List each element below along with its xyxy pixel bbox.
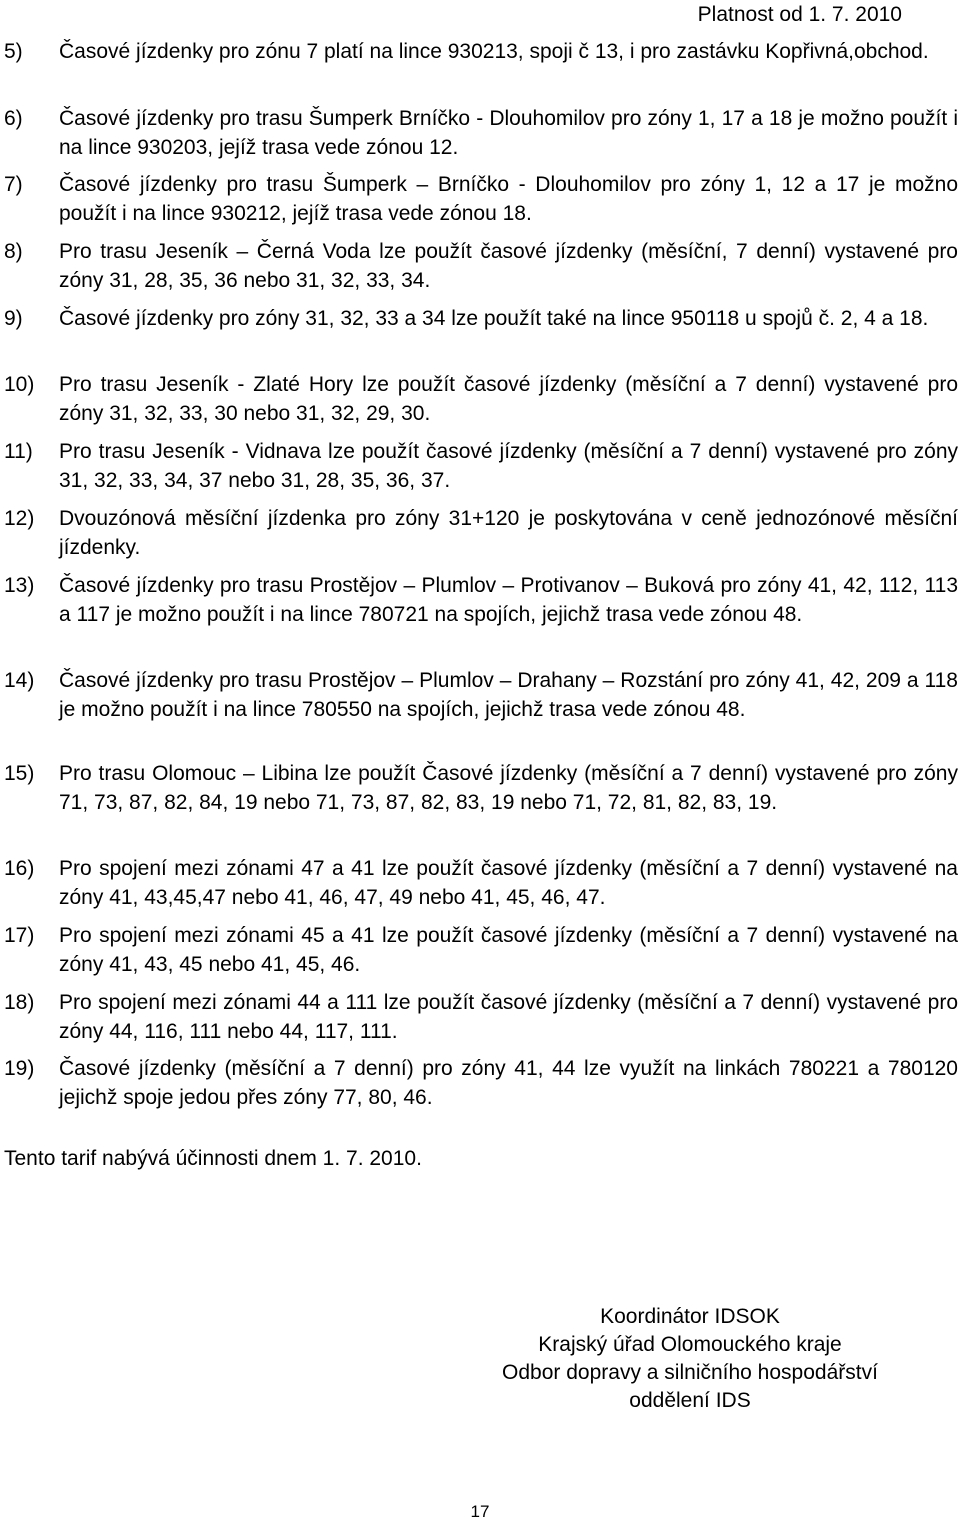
note-number: 11)	[4, 440, 33, 463]
signature-department: Odbor dopravy a silničního hospodářství	[502, 1361, 878, 1384]
note-text: Časové jízdenky (měsíční a 7 denní) pro zóny 41, 44 lze využít na linkách 780221 a 780120 jejichž spoje jedou přes zóny 77, 80, 46.	[59, 1057, 958, 1109]
note-text: Pro trasu Jeseník – Černá Voda lze použít časové jízdenky (měsíční, 7 denní) vystavené pro zóny 31, 28, 35, 36 nebo 31, 32, 33, 34.	[59, 240, 958, 292]
note-number: 7)	[4, 173, 23, 196]
note-number: 15)	[4, 762, 35, 785]
note-number: 12)	[4, 507, 35, 530]
note-item	[4, 855, 958, 912]
note-item	[4, 572, 958, 629]
note-item	[4, 305, 958, 334]
note-item	[4, 760, 958, 817]
signature-division: oddělení IDS	[629, 1389, 751, 1412]
note-item	[4, 505, 958, 562]
note-text: Časové jízdenky pro zóny 31, 32, 33 a 34 lze použít také na lince 950118 u spojů č. 2, 4 a 18.	[59, 307, 929, 330]
note-text: Časové jízdenky pro trasu Šumperk Brníčko - Dlouhomilov pro zóny 1, 17 a 18 je možno použít i na lince 930203, jejíž trasa vede zónou 12.	[59, 107, 958, 159]
note-number: 9)	[4, 307, 23, 330]
note-text: Pro trasu Jeseník - Zlaté Hory lze použít časové jízdenky (měsíční a 7 denní) vystavené pro zóny 31, 32, 33, 30 nebo 31, 32, 29, 30.	[59, 373, 958, 425]
note-text: Pro trasu Jeseník - Vidnava lze použít časové jízdenky (měsíční a 7 denní) vystavené pro zóny 31, 32, 33, 34, 37 nebo 31, 28, 35, 36, 37.	[59, 440, 958, 492]
note-number: 18)	[4, 991, 35, 1014]
note-item	[4, 667, 958, 724]
note-text: Časové jízdenky pro zónu 7 platí na lince 930213, spoji č 13, i pro zastávku Kopřivná,obchod.	[59, 40, 929, 63]
note-number: 5)	[4, 40, 23, 63]
note-text: Pro spojení mezi zónami 45 a 41 lze použít časové jízdenky (měsíční a 7 denní) vystavené na zóny 41, 43, 45 nebo 41, 45, 46.	[59, 924, 958, 976]
note-item	[4, 371, 958, 428]
note-text: Pro spojení mezi zónami 47 a 41 lze použít časové jízdenky (měsíční a 7 denní) vystavené na zóny 41, 43,45,47 nebo 41, 46, 47, 49 nebo 41, 45, 46, 47.	[59, 857, 958, 909]
note-number: 19)	[4, 1057, 35, 1080]
note-item	[4, 922, 958, 979]
signature-office: Krajský úřad Olomouckého kraje	[538, 1333, 842, 1356]
note-text: Dvouzónová měsíční jízdenka pro zóny 31+120 je poskytována v ceně jednozónové měsíční jízdenky.	[59, 507, 958, 559]
note-item	[4, 171, 958, 228]
note-text: Pro trasu Olomouc – Libina lze použít Časové jízdenky (měsíční a 7 denní) vystavené pro zóny 71, 73, 87, 82, 84, 19 nebo 71, 73, 87, 82, 83, 19 nebo 71, 72, 81, 82, 83, 19.	[59, 762, 958, 814]
note-number: 8)	[4, 240, 23, 263]
note-item	[4, 989, 958, 1046]
note-number: 10)	[4, 373, 35, 396]
note-text: Časové jízdenky pro trasu Prostějov – Plumlov – Drahany – Rozstání pro zóny 41, 42, 209 a 118 je možno použít i na lince 780550 na spojích, jejichž trasa vede zónou 48.	[59, 669, 958, 721]
note-text: Časové jízdenky pro trasu Prostějov – Plumlov – Protivanov – Buková pro zóny 41, 42, 112, 113 a 117 je možno použít i na lince 780721 na spojích, jejichž trasa vede zónou 48.	[59, 574, 958, 626]
note-number: 16)	[4, 857, 35, 880]
signature-coordinator: Koordinátor IDSOK	[600, 1305, 780, 1328]
note-number: 14)	[4, 669, 35, 692]
note-item	[4, 1055, 958, 1112]
note-text: Časové jízdenky pro trasu Šumperk – Brníčko - Dlouhomilov pro zóny 1, 12 a 17 je možno použít i na lince 930212, jejíž trasa vede zónou 18.	[59, 173, 958, 225]
effective-date-statement: Tento tarif nabývá účinnosti dnem 1. 7. 2010.	[4, 1147, 422, 1170]
note-text: Pro spojení mezi zónami 44 a 111 lze použít časové jízdenky (měsíční a 7 denní) vystavené pro zóny 44, 116, 111 nebo 44, 117, 111.	[59, 991, 958, 1043]
signature-block	[420, 1303, 960, 1415]
validity-date: Platnost od 1. 7. 2010	[697, 3, 902, 26]
page-number: 17	[470, 1502, 490, 1521]
note-item	[4, 105, 958, 162]
note-item	[4, 38, 958, 67]
note-item	[4, 238, 958, 295]
note-number: 13)	[4, 574, 35, 597]
note-number: 6)	[4, 107, 23, 130]
note-number: 17)	[4, 924, 35, 947]
note-item	[4, 438, 958, 495]
